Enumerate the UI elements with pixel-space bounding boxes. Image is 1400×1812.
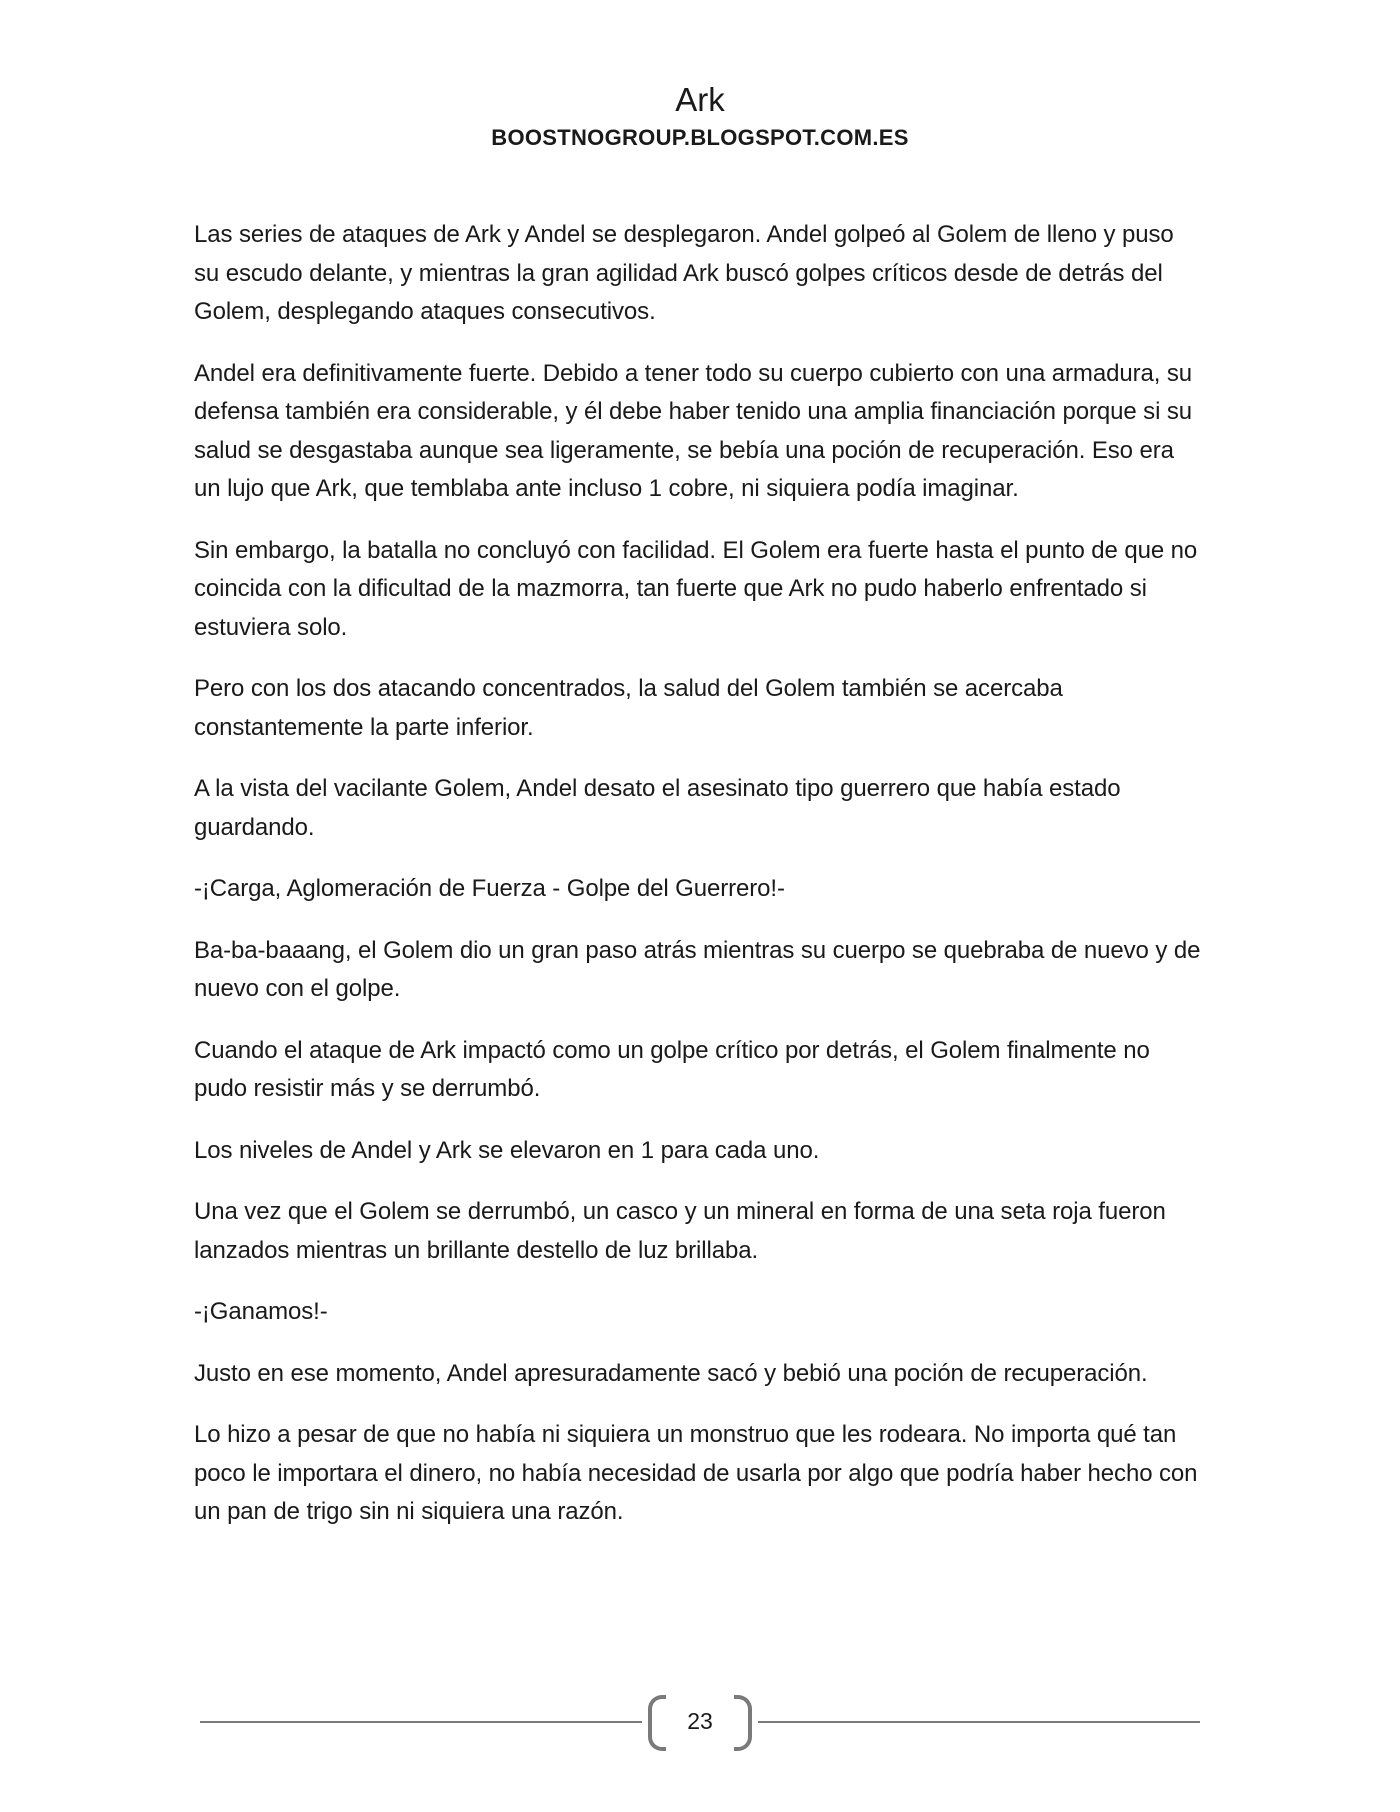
dialogue-line: -¡Carga, Aglomeración de Fuerza - Golpe del Guerrero!- [194,875,785,902]
dialogue-line: -¡Ganamos!- [194,1298,328,1325]
footer-rule-right [758,1721,1200,1723]
paragraph: A la vista del vacilante Golem, Andel desato el asesinato tipo guerrero que había estado guardando. [194,775,1121,841]
paragraph: Lo hizo a pesar de que no había ni siquiera un monstruo que les rodeara. No importa qué tan poco le importara el dinero, no había necesidad de usarla por algo que podría haber hecho con un pan de trigo sin ni siquiera una razón. [194,1421,1198,1525]
page-number: 23 [687,1708,713,1734]
paragraph: Ba-ba-baaang, el Golem dio un gran paso atrás mientras su cuerpo se quebraba de nuevo y de nuevo con el golpe. [194,936,1201,1002]
paragraph: Justo en ese momento, Andel apresuradamente sacó y bebió una poción de recuperación. [194,1359,1148,1387]
paragraph: Cuando el ataque de Ark impactó como un golpe crítico por detrás, el Golem finalmente no pudo resistir más y se derrumbó. [194,1036,1150,1102]
book-title: Ark [675,81,725,118]
paragraph: Sin embargo, la batalla no concluyó con facilidad. El Golem era fuerte hasta el punto de que no coincida con la dificultad de la mazmorra, tan fuerte que Ark no pudo haberlo enfrentado si estuviera solo. [194,536,1198,641]
page-header [0,80,1400,152]
site-name: BOOSTNOGROUP.BLOGSPOT.COM.ES [491,125,909,150]
open-bracket-icon [648,1695,666,1751]
paragraph: Los niveles de Andel y Ark se elevaron en 1 para cada uno. [194,1136,820,1164]
paragraph: Las series de ataques de Ark y Andel se desplegaron. Andel golpeó al Golem de lleno y puso su escudo delante, y mientras la gran agilidad Ark buscó golpes críticos desde de detrás del Golem, desplegando ataques consecutivos. [194,221,1174,325]
body-text [194,216,1204,1555]
footer-rule-left [200,1721,642,1723]
paragraph: Una vez que el Golem se derrumbó, un casco y un mineral en forma de una seta roja fueron lanzados mientras un brillante destello de luz brillaba. [194,1198,1166,1264]
paragraph: Andel era definitivamente fuerte. Debido a tener todo su cuerpo cubierto con una armadura, su defensa también era considerable, y él debe haber tenido una amplia financiación porque si su salud se desgastaba aunque sea ligeramente, se bebía una poción de recuperación. Eso era un lujo que Ark, que temblaba ante incluso 1 cobre, ni siquiera podía imaginar. [194,359,1193,502]
paragraph: Pero con los dos atacando concentrados, la salud del Golem también se acercaba constantemente la parte inferior. [194,675,1063,741]
close-bracket-icon [734,1695,752,1751]
page-footer [200,1695,1200,1747]
